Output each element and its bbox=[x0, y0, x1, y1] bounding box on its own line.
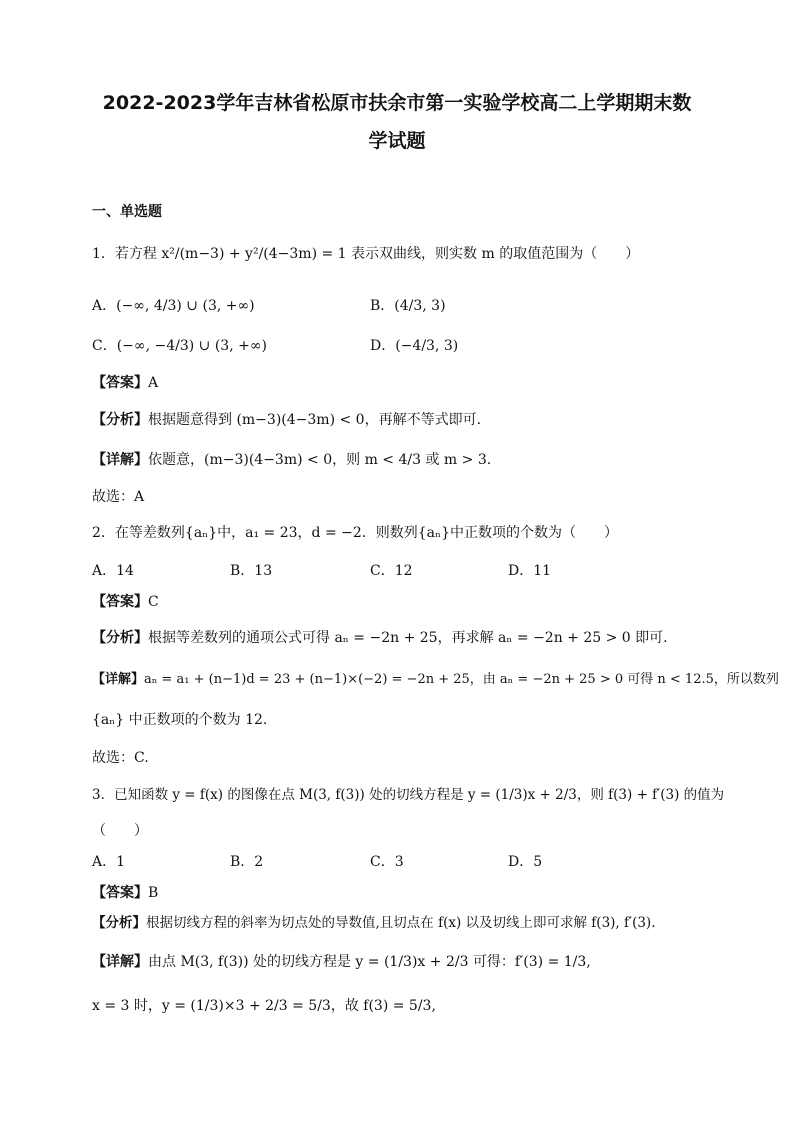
q1-stem: 1．若方程 x²/(m−3) + y²/(4−3m) = 1 表示双曲线，则实数 m 的取值范围为（ ） bbox=[92, 246, 640, 262]
detail-tag: 【详解】 bbox=[92, 672, 145, 687]
q2-choose: 故选：C. bbox=[92, 750, 149, 766]
q3-detail-continued: x = 3 时，y = (1/3)×3 + 2/3 = 5/3，故 f(3) = 5/3, bbox=[92, 998, 436, 1014]
q1-option-c: C．(−∞, −4/3) ∪ (3, +∞) bbox=[92, 338, 267, 354]
analysis-tag: 【分析】 bbox=[92, 412, 148, 428]
q2-answer-line bbox=[92, 592, 159, 612]
q1-detail-line bbox=[92, 450, 491, 470]
analysis-tag: 【分析】 bbox=[92, 915, 146, 931]
detail-tag: 【详解】 bbox=[92, 452, 148, 468]
q3-answer-line bbox=[92, 883, 158, 903]
q3-stem-continued: （ ） bbox=[92, 823, 148, 839]
q3-answer: B bbox=[148, 885, 159, 901]
q2-detail-line bbox=[92, 670, 779, 690]
q3-analysis-line bbox=[92, 913, 656, 933]
q1-option-b: B．(4/3, 3) bbox=[370, 298, 446, 314]
q2-stem: 2．在等差数列{aₙ}中，a₁ = 23，d = −2．则数列{aₙ}中正数项的个数为（ ） bbox=[92, 525, 618, 541]
q2-analysis: 根据等差数列的通项公式可得 aₙ = −2n + 25，再求解 aₙ = −2n + 25 > 0 即可. bbox=[148, 630, 668, 646]
doc-title-line1: 2022-2023学年吉林省松原市扶余市第一实验学校高二上学期期末数 bbox=[102, 92, 692, 114]
doc-title-line2: 学试题 bbox=[368, 130, 426, 152]
detail-tag: 【详解】 bbox=[92, 954, 148, 970]
q1-option-d: D．(−4/3, 3) bbox=[370, 338, 459, 354]
analysis-tag: 【分析】 bbox=[92, 630, 148, 646]
q3-stem: 3．已知函数 y = f(x) 的图像在点 M(3, f(3)) 处的切线方程是 y = (1/3)x + 2/3，则 f(3) + f′(3) 的值为 bbox=[92, 787, 725, 803]
q1-analysis-line bbox=[92, 410, 481, 430]
answer-tag: 【答案】 bbox=[92, 594, 148, 610]
q3-detail-line bbox=[92, 952, 591, 972]
q2-detail: aₙ = a₁ + (n−1)d = 23 + (n−1)×(−2) = −2n + 25，由 aₙ = −2n + 25 > 0 可得 n < 12.5，所以数列 bbox=[144, 672, 779, 687]
q2-option-b: B．13 bbox=[230, 563, 273, 579]
q2-option-a: A．14 bbox=[92, 563, 134, 579]
q3-analysis: 根据切线方程的斜率为切点处的导数值,且切点在 f(x) 以及切线上即可求解 f(3), f′(3). bbox=[146, 915, 656, 931]
q3-detail: 由点 M(3, f(3)) 处的切线方程是 y = (1/3)x + 2/3 可得：f′(3) = 1/3, bbox=[148, 954, 591, 970]
q3-option-c: C．3 bbox=[370, 854, 404, 870]
q1-detail: 依题意，(m−3)(4−3m) < 0，则 m < 4/3 或 m > 3. bbox=[148, 452, 492, 468]
q3-option-a: A．1 bbox=[92, 854, 126, 870]
q2-option-d: D．11 bbox=[508, 563, 552, 579]
q2-answer: C bbox=[148, 594, 159, 610]
answer-tag: 【答案】 bbox=[92, 375, 148, 391]
q1-option-a: A．(−∞, 4/3) ∪ (3, +∞) bbox=[92, 298, 255, 314]
q1-analysis: 根据题意得到 (m−3)(4−3m) < 0，再解不等式即可. bbox=[148, 412, 482, 428]
q1-choose: 故选：A bbox=[92, 489, 145, 505]
q3-option-d: D．5 bbox=[508, 854, 543, 870]
q3-option-b: B．2 bbox=[230, 854, 264, 870]
q1-answer: A bbox=[148, 375, 159, 391]
q2-option-c: C．12 bbox=[370, 563, 413, 579]
q2-detail-continued: {aₙ} 中正数项的个数为 12. bbox=[92, 712, 268, 728]
q1-answer-line bbox=[92, 373, 158, 393]
answer-tag: 【答案】 bbox=[92, 885, 148, 901]
section-heading: 一、单选题 bbox=[92, 204, 162, 220]
q2-analysis-line bbox=[92, 628, 668, 648]
